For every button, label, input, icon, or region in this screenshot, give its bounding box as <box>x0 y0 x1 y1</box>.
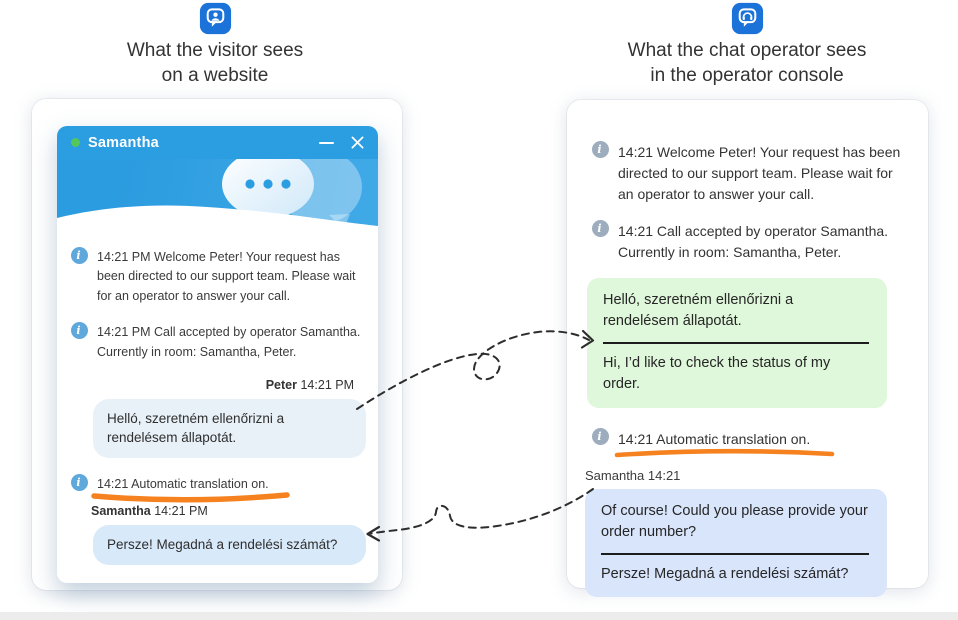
system-message-translation <box>592 428 906 450</box>
orange-highlight-underline <box>90 491 292 504</box>
translation-divider <box>603 342 869 344</box>
system-message <box>592 220 906 263</box>
operator-name: Samantha <box>91 504 151 519</box>
visitor-column-header <box>55 0 375 88</box>
info-icon: i <box>592 428 609 445</box>
widget-message-area <box>57 231 378 565</box>
page-bottom-strip <box>0 612 958 620</box>
operator-translated-text: Persze! Megadná a rendelési számát? <box>601 565 849 582</box>
visitor-message-meta <box>91 378 354 392</box>
info-icon: i <box>71 247 88 264</box>
operator-header-line1: What the chat operator sees <box>627 40 867 61</box>
chat-headset-icon <box>731 2 764 35</box>
operator-message-meta <box>91 504 358 518</box>
minimize-icon[interactable] <box>319 142 334 144</box>
widget-title: Samantha <box>88 134 159 151</box>
operator-panel <box>567 100 928 588</box>
visitor-translated-text: Hi, I’d like to check the status of my order. <box>603 354 831 393</box>
system-message <box>592 141 906 205</box>
system-message-text: 14:21 Automatic translation on. <box>97 477 269 491</box>
arrow-console-to-visitor <box>371 489 593 534</box>
window-controls <box>319 136 364 149</box>
system-message-text: 14:21 Welcome Peter! Your request has been directed to our support team. Please wait for an operator to answer your call. <box>618 144 901 202</box>
visitor-panel <box>32 99 402 590</box>
orange-highlight-underline <box>614 447 836 458</box>
visitor-original-text: Helló, szeretném ellenőrizni a rendelésem állapotát. <box>603 292 794 330</box>
system-message-text: 14:21 Automatic translation on. <box>618 430 811 447</box>
visitor-name: Peter <box>265 377 297 392</box>
info-icon: i <box>71 474 88 491</box>
operator-original-text: Of course! Could you please provide your order number? <box>601 502 868 541</box>
system-message <box>71 322 364 362</box>
operator-translated-bubble <box>585 489 887 597</box>
operator-message-meta: Samantha 14:21 <box>585 467 681 483</box>
chat-person-icon <box>199 2 232 35</box>
system-message-translation <box>71 474 364 494</box>
widget-banner <box>57 159 378 231</box>
operator-message-bubble: Persze! Megadná a rendelési számát? <box>93 525 366 565</box>
online-status-dot <box>71 138 80 147</box>
info-icon: i <box>592 141 609 158</box>
operator-column-header <box>587 0 907 88</box>
operator-timestamp: 14:21 PM <box>154 504 208 519</box>
info-icon: i <box>71 322 88 339</box>
visitor-header-line2: on a website <box>161 65 269 87</box>
widget-titlebar <box>57 126 378 159</box>
system-message <box>71 247 364 306</box>
system-message-text: 14:21 Call accepted by operator Samantha. Currently in room: Samantha, Peter. <box>618 223 889 260</box>
visitor-timestamp: 14:21 PM <box>300 377 354 392</box>
translation-divider <box>601 553 869 555</box>
console-message-area <box>585 141 906 617</box>
visitor-header-line1: What the visitor sees <box>126 40 304 61</box>
chat-widget <box>57 126 378 583</box>
system-message-text: 14:21 PM Welcome Peter! Your request has been directed to our support team. Please wait for an operator to answer your call. <box>97 250 356 303</box>
visitor-message-bubble: Helló, szeretném ellenőrizni a rendelésem állapotát. <box>93 399 366 458</box>
banner-chat-bubbles-graphic <box>57 159 378 231</box>
info-icon: i <box>592 220 609 237</box>
operator-header-line2: in the operator console <box>650 65 844 87</box>
system-message-text: 14:21 PM Call accepted by operator Samantha. Currently in room: Samantha, Peter. <box>97 325 361 359</box>
visitor-translated-bubble <box>587 278 887 408</box>
close-icon[interactable] <box>351 136 364 149</box>
